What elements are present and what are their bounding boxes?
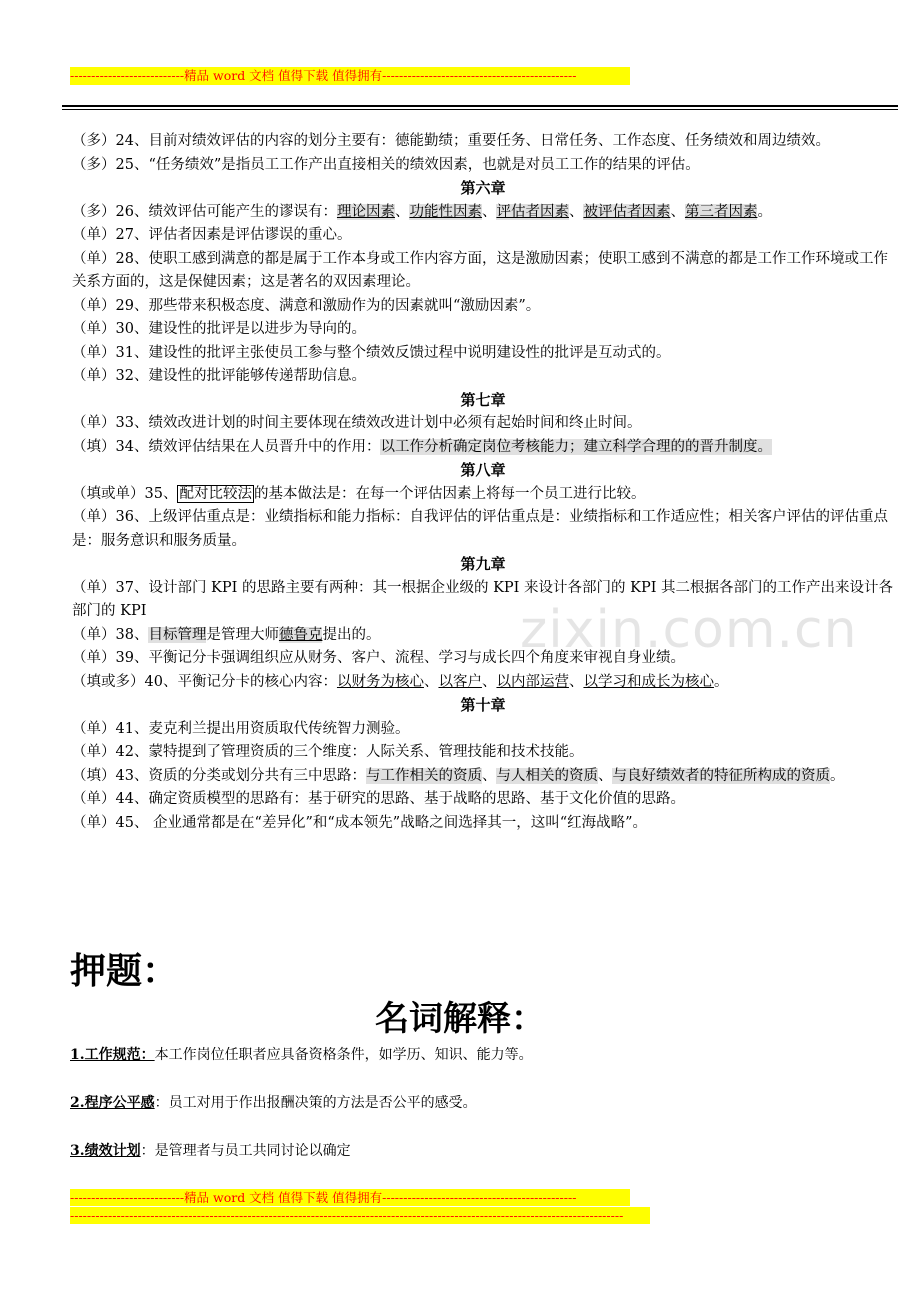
q35-boxed-term: 配对比较法 bbox=[179, 485, 252, 502]
q26-item: 理论因素 bbox=[336, 203, 395, 220]
section-title: 押题： bbox=[70, 951, 179, 992]
chapter-heading-6: 第六章 bbox=[460, 179, 506, 197]
q34-answer: 以工作分析确定岗位考核能力；建立科学合理的的晋升制度。 bbox=[380, 438, 772, 455]
q26-item: 功能性因素 bbox=[409, 203, 482, 220]
definition-item bbox=[70, 1044, 890, 1066]
definition-text: ：员工对用于作出报酬决策的方法是否公平的感受。 bbox=[154, 1095, 477, 1111]
definition-item bbox=[70, 1140, 890, 1162]
q38-text: 是管理大师 bbox=[206, 626, 279, 643]
separator: 、 bbox=[481, 673, 497, 690]
separator: 、 bbox=[481, 767, 497, 784]
question-41: （单）41、麦克利兰提出用资质取代传统智力测验。 bbox=[72, 720, 410, 737]
definition-text: ：是管理者与员工共同讨论以确定 bbox=[140, 1143, 351, 1159]
separator: 、 bbox=[423, 673, 439, 690]
header-rule-thin bbox=[62, 109, 898, 110]
q40-item: 以内部运营 bbox=[496, 673, 569, 690]
q26-text: （多）26、绩效评估可能产生的谬误有： bbox=[72, 203, 337, 220]
footer-banner: ---------------------------精品 word 文档 值得下载 值得拥有---------------------------------------------- bbox=[70, 1189, 630, 1206]
chapter-heading-7: 第七章 bbox=[460, 390, 506, 409]
q38-name: 德鲁克 bbox=[278, 626, 323, 643]
separator: 、 bbox=[597, 767, 613, 784]
question-25: （多）25、“任务绩效”是指员工工作产出直接相关的绩效因素，也就是对员工工作的结果的评估。 bbox=[72, 156, 700, 173]
question-35 bbox=[72, 483, 894, 507]
question-42: （单）42、蒙特提到了管理资质的三个维度：人际关系、管理技能和技术技能。 bbox=[72, 744, 584, 760]
document-body bbox=[72, 130, 894, 835]
q26-item: 第三者因素 bbox=[684, 203, 758, 220]
question-33: （单）33、绩效改进计划的时间主要体现在绩效改进计划中必须有起始时间和终止时间。 bbox=[72, 415, 642, 431]
footer-dashes: ----------------------------------------------------------------------------------------------------------------------------------- bbox=[70, 1207, 650, 1224]
period: 。 bbox=[829, 767, 845, 784]
question-27: （单）27、评估者因素是评估谬误的重心。 bbox=[72, 227, 352, 243]
question-26 bbox=[72, 201, 894, 225]
period: 。 bbox=[757, 203, 772, 220]
separator: 、 bbox=[670, 203, 685, 220]
q35-prefix: （填或单）35、 bbox=[72, 485, 178, 502]
q40-text: （填或多）40、平衡记分卡的核心内容： bbox=[72, 673, 337, 690]
question-29: （单）29、那些带来积极态度、满意和激励作为的因素就叫“激励因素”。 bbox=[72, 297, 541, 314]
question-34 bbox=[72, 436, 894, 460]
q26-item: 被评估者因素 bbox=[583, 203, 671, 220]
definition-text: 本工作岗位任职者应具备资格条件，如学历、知识、能力等。 bbox=[154, 1047, 533, 1063]
definition-term: 1.工作规范： bbox=[70, 1047, 155, 1063]
q43-item: 与工作相关的资质 bbox=[365, 767, 482, 784]
question-40 bbox=[72, 671, 894, 695]
q43-text: （填）43、资质的分类或划分共有三中思路： bbox=[72, 767, 366, 784]
q34-text: （填）34、绩效评估结果在人员晋升中的作用： bbox=[72, 438, 381, 455]
definition-item bbox=[70, 1092, 890, 1114]
question-28: （单）28、使职工感到满意的都是属于工作本身或工作内容方面，这是激励因素；使职工感到不满意的都是工作工作环境或工作关系方面的，这是保健因素；这是著名的双因素理论。 bbox=[72, 250, 888, 290]
chapter-heading-10: 第十章 bbox=[460, 696, 506, 714]
section-subtitle: 名词解释： bbox=[375, 999, 545, 1039]
separator: 、 bbox=[394, 203, 410, 220]
separator: 、 bbox=[568, 673, 584, 690]
q43-item: 与良好绩效者的特征所构成的资质 bbox=[612, 767, 830, 784]
header-rule bbox=[62, 105, 898, 107]
q35-text: 的基本做法是：在每一个评估因素上将每一个员工进行比较。 bbox=[253, 485, 646, 502]
question-39: （单）39、平衡记分卡强调组织应从财务、客户、流程、学习与成长四个角度来审视自身业绩。 bbox=[72, 650, 685, 666]
q38-term: 目标管理 bbox=[148, 626, 207, 643]
question-31: （单）31、建设性的批评主张使员工参与整个绩效反馈过程中说明建设性的批评是互动式的。 bbox=[72, 344, 671, 361]
definitions-list bbox=[70, 1044, 890, 1188]
question-30: （单）30、建设性的批评是以进步为导向的。 bbox=[72, 321, 366, 337]
question-45: （单）45、 企业通常都是在“差异化”和“成本领先”战略之间选择其一，这叫“红海战略”。 bbox=[72, 814, 648, 831]
question-38 bbox=[72, 624, 894, 648]
chapter-heading-8: 第八章 bbox=[460, 461, 506, 479]
question-32: （单）32、建设性的批评能够传递帮助信息。 bbox=[72, 368, 366, 384]
separator: 、 bbox=[481, 203, 497, 220]
q40-item: 以客户 bbox=[438, 673, 482, 690]
question-37: （单）37、设计部门 KPI 的思路主要有两种：其一根据企业级的 KPI 来设计各部门的 KPI 其二根据各部门的工作产出来设计各部门的 KPI bbox=[72, 579, 894, 619]
separator: 、 bbox=[568, 203, 584, 220]
q26-item: 评估者因素 bbox=[496, 203, 569, 220]
period: 。 bbox=[713, 673, 729, 690]
definition-term: 2.程序公平感 bbox=[70, 1095, 155, 1111]
q38-prefix: （单）38、 bbox=[72, 626, 149, 643]
question-43 bbox=[72, 765, 894, 789]
q38-end: 提出的。 bbox=[322, 626, 381, 643]
q40-item: 以学习和成长为核心 bbox=[583, 673, 714, 690]
question-44: （单）44、确定资质模型的思路有：基于研究的思路、基于战略的思路、基于文化价值的思路。 bbox=[72, 791, 685, 807]
watermark: zixin.com.cn bbox=[520, 600, 858, 660]
q40-item: 以财务为核心 bbox=[336, 673, 424, 690]
q43-item: 与人相关的资质 bbox=[496, 767, 598, 784]
definition-term: 3.绩效计划 bbox=[70, 1143, 141, 1159]
question-24: （多）24、目前对绩效评估的内容的划分主要有：德能勤绩；重要任务、日常任务、工作态度、任务绩效和周边绩效。 bbox=[72, 133, 830, 149]
header-banner: ---------------------------精品 word 文档 值得下载 值得拥有---------------------------------------------- bbox=[70, 67, 630, 85]
question-36: （单）36、上级评估重点是：业绩指标和能力指标：自我评估的评估重点是：业绩指标和工作适应性；相关客户评估的评估重点是：服务意识和服务质量。 bbox=[72, 509, 888, 549]
chapter-heading-9: 第九章 bbox=[460, 555, 506, 573]
